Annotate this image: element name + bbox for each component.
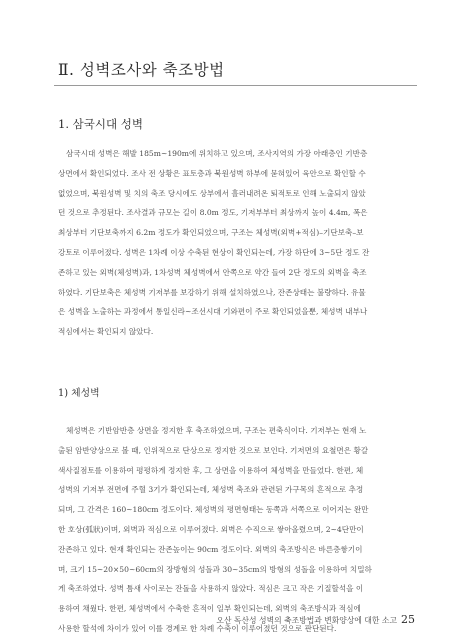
text-line: 용하여 채웠다. 한편, 체성벽에서 수축한 흔적이 일부 확인되는데, 외벽의 축조방식과 적심에 <box>58 604 361 614</box>
title-divider <box>54 85 417 86</box>
text-line: 최상부터 기단보축까지 6.2m 정도가 확인되었으며, 구조는 체성벽(외벽+적심)–기단보축–보 <box>58 228 364 238</box>
text-line: 출된 암반양상으로 볼 때, 인위적으로 단상으로 정지한 것으로 보인다. 기저면의 요철면은 황갈 <box>58 445 369 455</box>
text-line: 성벽의 기저부 전면에 주혈 3기가 확인되는데, 체성벽 축조와 관련된 가구목의 흔적으로 추정 <box>58 485 364 495</box>
text-line: 게 축조하였다. 성벽 틈새 사이로는 잔돌을 사용하지 않았다. 적심은 크고 작은 기질할석을 이 <box>58 584 364 594</box>
text-line: 삼국시대 성벽은 해발 185m~190m에 위치하고 있으며, 조사지역의 가장 아래층인 기반층 <box>66 149 368 158</box>
text-line: 적심에서는 확인되지 않았다. <box>58 327 154 337</box>
text-line: 상면에서 확인되었다. 조사 전 상황은 표토층과 북원성벽 하부에 묻혀있어 육안으로 확인할 수 <box>58 168 366 178</box>
text-line: 던 것으로 추정된다. 조사결과 규모는 길이 8.0m 정도, 기저부부터 최상까지 높이 4.4m, 폭은 <box>58 208 368 218</box>
paragraph-2 <box>58 421 418 639</box>
section-title: 1. 삼국시대 성벽 <box>58 117 143 131</box>
page-footer <box>216 613 415 626</box>
text-line: 체성벽은 기반암반층 상면을 정지한 후 축조하였으며, 구조는 편축식이다. 기저부는 현재 노 <box>66 426 367 435</box>
text-line: 강토로 이루어졌다. 성벽은 1차례 이상 수축된 현상이 확인되는데, 가장 하단에 3~5단 정도 잔 <box>58 247 370 257</box>
paragraph-1 <box>58 144 418 342</box>
text-line: 한 호상(弧狀)이며, 외벽과 적심으로 이루어졌다. 외벽은 수직으로 쌓아올렸으며, 2~4단만이 <box>58 524 364 534</box>
running-title: 오산 독산성 성벽의 축조방법과 변화양상에 대한 소고 <box>216 616 397 625</box>
text-line: 색사질점토를 이용하여 평평하게 정지한 후, 그 상면을 이용하여 체성벽을 만들었다. 한편, 체 <box>58 465 364 475</box>
text-line: 하였다. 기단보축은 체성벽 기저부를 보강하기 위해 설치하였으나, 잔존상태는 불량하다. 유물 <box>58 287 366 297</box>
text-line: 은 성벽을 노출하는 과정에서 통일신라~조선시대 기와편이 주로 확인되었을뿐, 체성벽 내부나 <box>58 307 368 317</box>
subsection-title: 1) 체성벽 <box>58 388 100 399</box>
text-line: 없었으며, 북원성벽 및 치의 축조 당시에도 상부에서 흘러내려온 퇴적토로 인해 노출되지 않았 <box>58 188 366 198</box>
chapter-title: Ⅱ. 성벽조사와 축조방법 <box>58 61 225 79</box>
text-line: 며, 크기 15~20×50~60cm의 장방형의 성돌과 30~35cm의 방형의 성돌을 이용하여 치밀하 <box>58 564 372 574</box>
text-line: 잔존하고 있다. 현재 확인되는 잔존높이는 90cm 정도이다. 외벽의 축조방식은 바른층쌓기이 <box>58 544 363 554</box>
text-line: 존하고 있는 외벽(체성벽)과, 1차성벽 체성벽에서 안쪽으로 약간 들여 2단 정도의 외벽을 축조 <box>58 267 367 277</box>
text-line: 되며, 그 간격은 160~180cm 정도이다. 체성벽의 평면형태는 동쪽과 서쪽으로 이어지는 완만 <box>58 505 369 515</box>
page-number: 25 <box>401 613 415 626</box>
text-line: 사용한 할석에 차이가 있어 이를 경계로 한 차례 수축이 이루어졌던 것으로 판단된다. <box>58 623 337 633</box>
